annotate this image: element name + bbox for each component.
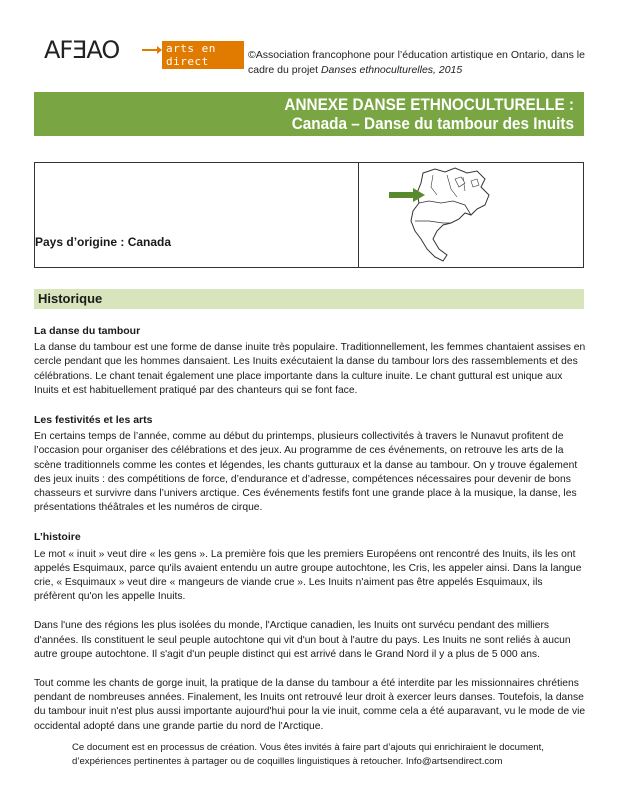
section-header bbox=[34, 289, 584, 309]
country-info-box bbox=[34, 162, 584, 268]
history-content bbox=[34, 324, 586, 749]
footer-note: Ce document est en processus de création. Vous êtes invités à faire part d’ajouts qui enrichiraient le document, d’expériences pertinentes à partager ou de coquilles linguistiques à retoucher. Info@artsendirect.com bbox=[72, 742, 544, 767]
paragraph: Dans l'une des régions les plus isolées du monde, l'Arctique canadien, les Inuits ont survécu pendant des milliers d'années. Ils constituent le seul peuple autochtone qui vit d'un bout à l'autre du pays. Les Inuits ne sont reliés à aucun autre groupe autochtone. Il s'agit d'un peuple distinct qui est arrivé dans le Grand Nord il y a plus de 5 000 ans. bbox=[34, 620, 571, 660]
logo-wordmark: AFƎAO bbox=[44, 36, 120, 64]
box-divider bbox=[358, 163, 359, 267]
title-line-1: ANNEXE DANSE ETHNOCULTURELLE : bbox=[284, 95, 574, 114]
section-title: Historique bbox=[38, 291, 103, 306]
subsection-heading: L’histoire bbox=[34, 531, 81, 544]
logo-tagline: arts en direct bbox=[162, 41, 244, 69]
logo-arrow-icon bbox=[142, 49, 158, 51]
subsection-festivities bbox=[34, 413, 586, 515]
paragraph: Tout comme les chants de gorge inuit, la pratique de la danse du tambour a été interdite par les missionnaires chrétiens pendant de nombreuses années. Finalement, les Inuits ont retrouvé leur droit à exercer leurs danses. Toutefois, la danse du tambour inuit n'est plus aussi importante aujourd'hui pour la vie inuit, comme cela a été auparavant, vu le mode de vie occidental adopté dans une grande partie du nord de l'Arctique. bbox=[34, 678, 586, 732]
title-line-2: Canada – Danse du tambour des Inuits bbox=[291, 114, 574, 133]
paragraph: En certains temps de l’année, comme au début du printemps, plusieurs collectivités à travers le Nunavut profitent de l’occasion pour organiser des célébrations et des jeux. Au programme de ces événements, on retrouve les arts de la scène traditionnels comme les contes et légendes, les chants gutturaux et la danse au tambour. On y trouve également des jeux inuits : des compétitions de force, d’endurance et d’adresse, compétences nécessaires pour devenir de bons chasseurs et survivre dans l’univers arctique. Ces événements festifs font une grande place à la musique, la danse, les présentations théâtrales et les numéros de cirque. bbox=[34, 431, 578, 514]
project-name: Danses ethnoculturelles, 2015 bbox=[320, 64, 463, 76]
subsection-history bbox=[34, 530, 586, 733]
subsection-heading: La danse du tambour bbox=[34, 325, 141, 337]
page-header bbox=[34, 30, 594, 80]
subsection-heading: Les festivités et les arts bbox=[34, 414, 153, 427]
paragraph: La danse du tambour est une forme de danse inuite très populaire. Traditionnellement, les femmes chantaient assises en cercle pendant que les hommes dansaient. Les Inuits exécutaient la danse du tambour lors des rassemblements et des célébrations. Le chant tenait également une place importante dans la culture inuite. Le chant guttural est unique aux Inuits et est habituellement pratiqué par des chanteurs qui se font face. bbox=[34, 342, 586, 396]
paragraph: Le mot « inuit » veut dire « les gens ». La première fois que les premiers Européens ont rencontré des Inuits, ils les ont appelés Esquimaux, parce qu'ils avaient entendu un autre groupe autochtone, les Cris, les appeler ainsi. Dans la langue crie, « Esquimaux » veut dire « mangeurs de viande crue ». Les Inuits n'aiment pas être appelés Esquimaux, ils préfèrent qu'on les appelle Inuits. bbox=[34, 548, 582, 603]
title-banner bbox=[34, 92, 584, 136]
afeao-logo bbox=[44, 36, 244, 66]
copyright-credit: ©Association francophone pour l’éducation artistique en Ontario, dans le cadre du projet Danses ethnoculturelles, 2015 bbox=[248, 49, 585, 76]
subsection-drum-dance bbox=[34, 324, 586, 398]
origin-label: Pays d’origine : Canada bbox=[35, 235, 172, 249]
north-america-map-icon bbox=[385, 165, 500, 265]
